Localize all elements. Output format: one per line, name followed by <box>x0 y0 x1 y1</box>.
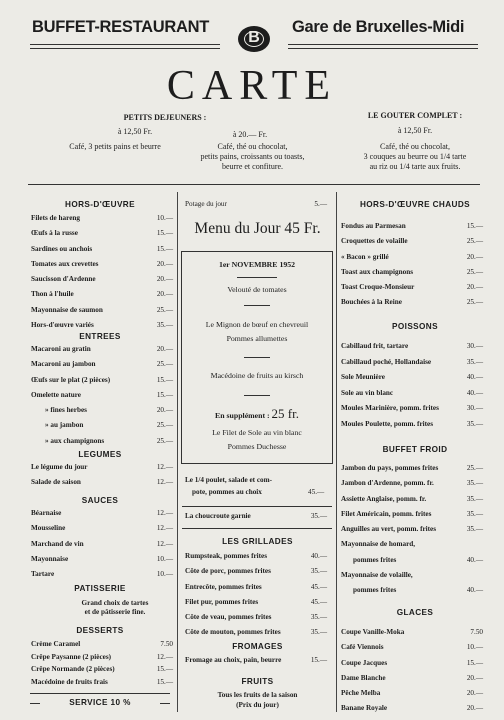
gouter-title: LE GOUTER COMPLET : <box>367 111 463 120</box>
item-name: La choucroute garnie <box>185 512 251 520</box>
item-name: Côte de veau, pommes frites <box>185 613 272 622</box>
item-price: 20.— <box>466 252 483 261</box>
menu-item <box>341 358 483 374</box>
item-price: 20.— <box>156 406 173 415</box>
menu-item <box>31 376 173 391</box>
item-name: Banane Royale <box>341 704 388 713</box>
fruits-line-1: Tous les fruits de la saison <box>217 691 298 699</box>
item-name: Filets de hareng <box>31 214 80 222</box>
item-name: Macaroni au jambon <box>31 360 96 369</box>
item-name: Macédoine de fruits frais <box>31 677 108 686</box>
item-price: 12.— <box>156 539 173 548</box>
item-name: Œufs sur le plat (2 pièces) <box>31 375 111 384</box>
grillades-list <box>185 552 327 644</box>
potage-row <box>185 200 327 215</box>
item-name: Omelette nature <box>31 390 81 399</box>
menu-item <box>341 628 483 643</box>
item-price: 15.— <box>156 375 173 384</box>
gouter-price: à 12,50 Fr. <box>397 126 433 135</box>
item-price: 35.— <box>466 357 483 366</box>
item-name: Le légume du jour <box>31 463 88 471</box>
desserts-list <box>31 640 173 690</box>
item-name: pommes frites <box>353 555 397 564</box>
item-price: 10.— <box>466 643 483 652</box>
item-price: 25.— <box>156 360 173 369</box>
menu-item <box>341 342 483 358</box>
item-name: Filet Américain, pomm. frites <box>341 509 432 518</box>
item-name: Toast Croque-Monsieur <box>341 283 415 292</box>
item-name: Rumpsteak, pommes frites <box>185 552 268 560</box>
petits-dejeuners-title: PETITS DEJEUNERS : <box>123 113 207 122</box>
menu-item <box>31 463 173 478</box>
item-price: 15.— <box>156 229 173 238</box>
menu-item <box>341 571 483 586</box>
item-price: 40.— <box>310 552 327 560</box>
gouter-desc-l1: Café, thé ou chocolat, <box>380 142 450 151</box>
item-price: 25.— <box>466 464 483 472</box>
item-name: Mousseline <box>31 524 66 533</box>
service-note: SERVICE 10 % <box>69 698 131 707</box>
hors-oeuvre-title: HORS-D'ŒUVRE <box>65 200 135 209</box>
pd-desc-2-l1: Café, thé ou chocolat, <box>217 142 288 151</box>
patisserie-title: PATISSERIE <box>74 584 126 593</box>
legumes-list <box>31 463 173 494</box>
menu-item <box>341 689 483 704</box>
item-name: Sole au vin blanc <box>341 388 394 397</box>
supplement-line <box>182 406 332 422</box>
item-price: 20.— <box>466 283 483 292</box>
column-divider-right <box>336 192 337 712</box>
sauces-list <box>31 509 173 585</box>
menu-item <box>31 229 173 244</box>
item-price: 25.— <box>466 267 483 276</box>
menu-item <box>341 704 483 719</box>
menu-item <box>31 214 173 229</box>
menu-item <box>341 253 483 268</box>
item-price: 35.— <box>466 479 483 488</box>
menu-item <box>185 567 327 582</box>
item-price: 15.— <box>156 677 173 686</box>
item-price: 10.— <box>156 570 173 579</box>
box-divider <box>244 395 270 396</box>
item-price: 20.— <box>156 290 173 299</box>
box-divider <box>244 357 270 358</box>
item-price: 15.— <box>156 390 173 399</box>
box-divider <box>244 305 270 306</box>
item-name: Moules Poulette, pomm. frites <box>341 419 434 428</box>
restaurant-name: BUFFET-RESTAURANT <box>32 18 209 36</box>
menu-item <box>185 552 327 567</box>
item-price: 25.— <box>156 436 173 445</box>
item-name: Coupe Jacques <box>341 658 388 667</box>
item-name: Toast aux champignons <box>341 267 414 276</box>
menu-item <box>341 389 483 405</box>
item-price: 20.— <box>156 345 173 353</box>
menu-item <box>31 345 173 360</box>
menu-item <box>341 464 483 479</box>
menu-item <box>341 674 483 689</box>
item-price: 30.— <box>466 342 483 350</box>
item-name: Potage du jour <box>185 200 227 208</box>
menu-line-4: Macédoine de fruits au kirsch <box>210 371 304 380</box>
menu-item <box>185 583 327 598</box>
item-price: 30.— <box>466 404 483 413</box>
choucroute-row <box>185 512 327 527</box>
glaces-list <box>341 628 483 720</box>
item-name: Crêpe Normande (2 pièces) <box>31 665 115 673</box>
buffet-froid-title: BUFFET FROID <box>382 445 448 454</box>
hors-oeuvre-list <box>31 214 173 336</box>
item-name: « Bacon » grillé <box>341 252 389 261</box>
item-name: Bouchées à la Reine <box>341 298 402 307</box>
item-name: Marchand de vin <box>31 539 84 548</box>
pd-price-2: à 20.— Fr. <box>232 130 268 139</box>
item-price: 35.— <box>466 525 483 534</box>
item-price: 20.— <box>156 259 173 268</box>
item-price: 15.— <box>310 656 327 664</box>
item-name: Dame Blanche <box>341 673 386 682</box>
menu-item <box>341 404 483 420</box>
menu-item <box>341 495 483 510</box>
menu-item <box>31 555 173 570</box>
menu-item <box>341 373 483 389</box>
grillades-title: LES GRILLADES <box>222 537 293 546</box>
item-name: Fondus au Parmesan <box>341 222 406 230</box>
desserts-title: DESSERTS <box>76 626 124 635</box>
hors-oeuvre-chauds-title: HORS-D'ŒUVRE CHAUDS <box>359 200 471 209</box>
menu-item <box>341 479 483 494</box>
item-name: pommes frites <box>353 586 397 595</box>
menu-item <box>31 306 173 321</box>
menu-date: 1er NOVEMBRE 1952 <box>218 260 296 269</box>
menu-item <box>31 640 173 653</box>
menu-item <box>31 524 173 539</box>
item-price: 20.— <box>466 673 483 682</box>
header-rule-left-1 <box>30 44 220 45</box>
item-name: Cabillaud frit, tartare <box>341 342 409 350</box>
menu-item <box>341 222 483 237</box>
item-price: 40.— <box>466 586 483 595</box>
page-title: CARTE <box>166 63 338 109</box>
item-name: Béarnaise <box>31 509 62 517</box>
menu-item <box>341 556 483 571</box>
menu-item <box>31 665 173 678</box>
item-name: Jambon d'Ardenne, pomm. fr. <box>341 479 434 488</box>
poulet-line-2: pote, pommes au choix <box>192 488 262 496</box>
entrees-list <box>31 345 173 452</box>
item-price: 12.— <box>156 478 173 487</box>
station-name: Gare de Bruxelles-Midi <box>292 18 465 36</box>
item-price: 12.— <box>156 463 173 471</box>
item-name: Mayonnaise de saumon <box>31 305 103 314</box>
item-name: Jambon du pays, pommes frites <box>341 464 439 472</box>
menu-item <box>31 509 173 524</box>
item-price: 40.— <box>466 388 483 397</box>
sauces-title: SAUCES <box>81 496 119 505</box>
menu-line-2: Le Mignon de bœuf en chevreuil <box>205 320 309 329</box>
item-name: » fines herbes <box>45 406 87 415</box>
supplement-label: En supplément : <box>215 411 270 420</box>
menu-item <box>31 653 173 666</box>
menu-item <box>185 656 327 671</box>
item-name: Mayonnaise de volaille, <box>341 571 413 580</box>
service-dash-right <box>160 703 170 704</box>
supplement-price: 25 fr. <box>271 406 299 421</box>
menu-item <box>341 298 483 313</box>
header-rule-right-2 <box>288 48 478 49</box>
item-name: Macaroni au gratin <box>31 345 91 353</box>
item-name: Moules Marinière, pomm. frites <box>341 404 439 413</box>
menu-du-jour-box <box>181 251 333 464</box>
header-rule-left-2 <box>30 48 220 49</box>
poulet-price: 45.— <box>308 488 325 496</box>
menu-line-5: Le Filet de Sole au vin blanc <box>212 428 302 437</box>
item-name: Filet pur, pommes frites <box>185 597 259 606</box>
menu-line-6: Pommes Duchesse <box>227 442 287 451</box>
menu-item <box>341 283 483 298</box>
column-divider-left <box>177 192 178 712</box>
menu-item <box>341 420 483 436</box>
hors-oeuvre-chauds-list <box>341 222 483 314</box>
pd-desc-1: Café, 3 petits pains et beurre <box>69 142 161 151</box>
menu-item <box>341 268 483 283</box>
item-name: Tartare <box>31 570 55 579</box>
middle-rule <box>182 506 332 507</box>
item-price: 15.— <box>156 665 173 673</box>
menu-du-jour-title: Menu du Jour 45 Fr. <box>194 220 321 237</box>
menu-item <box>341 525 483 540</box>
item-name: Mayonnaise <box>31 554 69 563</box>
menu-item <box>31 421 173 436</box>
menu-item <box>31 406 173 421</box>
item-name: Œufs à la russe <box>31 229 78 238</box>
poissons-list <box>341 342 483 436</box>
item-name: Sardines ou anchois <box>31 244 93 253</box>
item-name: Fromage au choix, pain, beurre <box>185 656 282 664</box>
gouter-desc-l3: au riz ou 1/4 tarte aux fruits. <box>369 162 461 171</box>
menu-item <box>341 510 483 525</box>
item-name: Thon à l'huile <box>31 290 74 299</box>
fruits-title: FRUITS <box>241 677 274 686</box>
item-price: 35.— <box>310 613 327 622</box>
item-name: Pêche Melba <box>341 689 381 698</box>
menu-item <box>31 678 173 691</box>
item-price: 25.— <box>156 421 173 430</box>
legumes-title: LEGUMES <box>78 450 122 459</box>
menu-item <box>31 260 173 275</box>
menu-item <box>31 360 173 375</box>
patisserie-line-2: et de pâtisserie fine. <box>84 608 146 616</box>
menu-line-1: Velouté de tomates <box>227 285 287 294</box>
fromages-title: FROMAGES <box>232 642 283 651</box>
item-price: 15.— <box>156 244 173 253</box>
item-name: Café Viennois <box>341 643 384 652</box>
item-name: Coupe Vanille-Moka <box>341 628 405 636</box>
glaces-title: GLACES <box>396 608 434 617</box>
pd-desc-2-l2: petits pains, croissants ou toasts, <box>200 152 305 161</box>
item-price: 20.— <box>466 689 483 698</box>
item-price: 35.— <box>310 567 327 576</box>
item-price: 25.— <box>466 298 483 307</box>
service-rule <box>30 693 170 694</box>
item-price: 25.— <box>156 305 173 314</box>
item-price: 12.— <box>156 652 173 661</box>
item-name: » aux champignons <box>45 436 105 445</box>
poissons-title: POISSONS <box>392 322 438 331</box>
item-price: 10.— <box>156 554 173 563</box>
header-rule-right-1 <box>288 44 478 45</box>
menu-item <box>31 540 173 555</box>
item-price: 15.— <box>466 658 483 667</box>
pd-price-1: à 12,50 Fr. <box>117 127 153 136</box>
fruits-line-2: (Prix du jour) <box>236 701 279 709</box>
item-name: Mayonnaise de homard, <box>341 540 416 549</box>
item-price: 25.— <box>466 237 483 246</box>
poulet-line-1: Le 1/4 poulet, salade et com- <box>185 476 273 484</box>
menu-item <box>31 478 173 493</box>
item-price: 45.— <box>310 597 327 606</box>
menu-item <box>31 275 173 290</box>
item-name: Salade de saison <box>31 478 81 487</box>
item-name: Sole Meunière <box>341 373 385 382</box>
separator-rule <box>28 184 480 185</box>
box-divider <box>237 277 277 278</box>
fromages-list <box>185 656 327 671</box>
item-price: 20.— <box>466 704 483 713</box>
item-name: Côte de porc, pommes frites <box>185 567 271 576</box>
menu-item <box>341 586 483 601</box>
menu-line-3: Pommes allumettes <box>226 334 288 343</box>
item-name: Tomates aux crevettes <box>31 259 99 268</box>
gouter-desc-l2: 3 couques au beurre ou 1/4 tarte <box>363 152 467 161</box>
menu-item <box>341 659 483 674</box>
item-price: 5.— <box>314 200 327 208</box>
item-price: 35.— <box>466 419 483 428</box>
menu-item <box>31 391 173 406</box>
menu-item <box>31 290 173 305</box>
item-price: 35.— <box>310 512 327 520</box>
item-name: Côte de mouton, pommes frites <box>185 628 281 637</box>
item-name: Hors-d'œuvre variés <box>31 321 94 330</box>
menu-item <box>185 613 327 628</box>
pd-desc-2-l3: beurre et confiture. <box>221 162 284 171</box>
item-name: Assiette Anglaise, pomm. fr. <box>341 494 427 503</box>
buffet-froid-list <box>341 464 483 602</box>
entrees-title: ENTREES <box>79 332 121 341</box>
menu-item <box>341 643 483 658</box>
item-price: 12.— <box>156 524 173 533</box>
item-price: 40.— <box>466 373 483 382</box>
item-price: 10.— <box>156 214 173 222</box>
item-name: Saucisson d'Ardenne <box>31 275 96 284</box>
item-name: Entrecôte, pommes frites <box>185 582 262 591</box>
item-name: Crêpe Paysanne (2 pièces) <box>31 652 112 661</box>
item-price: 45.— <box>310 582 327 591</box>
item-price: 12.— <box>156 509 173 517</box>
item-price: 35.— <box>466 509 483 518</box>
menu-item <box>341 237 483 252</box>
sncb-logo: B <box>238 26 270 52</box>
item-price: 35.— <box>310 628 327 637</box>
item-name: Croquettes de volaille <box>341 237 408 246</box>
item-price: 20.— <box>156 275 173 284</box>
item-price: 7.50 <box>160 640 173 648</box>
item-price: 35.— <box>466 494 483 503</box>
item-name: Cabillaud poché, Hollandaise <box>341 357 432 366</box>
menu-item <box>185 598 327 613</box>
item-price: 35.— <box>156 321 173 330</box>
middle-rule <box>182 528 332 529</box>
patisserie-line-1: Grand choix de tartes <box>81 599 149 607</box>
item-name: Crème Caramel <box>31 640 81 648</box>
menu-item <box>341 540 483 555</box>
item-price: 40.— <box>466 555 483 564</box>
item-name: » au jambon <box>45 421 84 430</box>
menu-item <box>31 245 173 260</box>
item-price: 7.50 <box>470 628 483 636</box>
item-name: Anguilles au vert, pomm. frites <box>341 525 437 534</box>
item-price: 15.— <box>466 222 483 230</box>
